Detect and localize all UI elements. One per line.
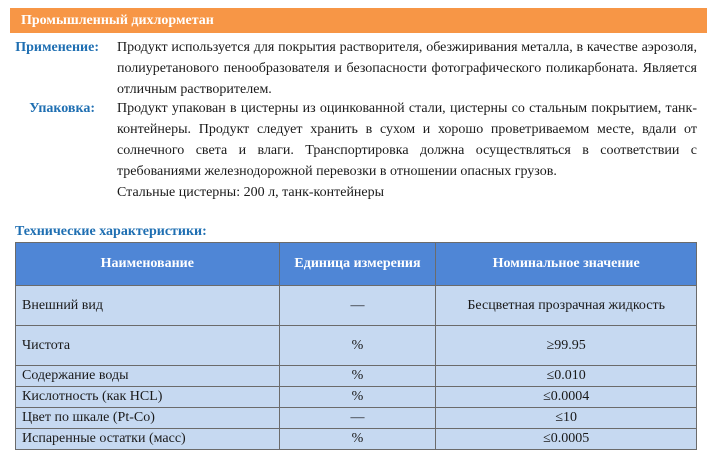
table-row [16,286,697,326]
row-unit: % [279,429,436,450]
specs-table [15,242,697,450]
application-description: Продукт используется для покрытия растворителя, обезжиривания металла, в качестве аэрозоля, полиуретанового пенообразователя и безопасности фотографического поликарбоната. Является отличным растворителем. [117,40,697,97]
packaging-description: Продукт упакован в цистерны из оцинкованной стали, цистерны со стальным покрытием, танк-контейнеры. Продукт следует хранить в сухом и хорошо проветриваемом месте, вдали от солнечного света и влаги. Транспортировка должна осуществляться в соответствии с требованиями железнодорожной перевозки в отношении опасных грузов. [117,101,697,179]
column-header-value: Номинальное значение [436,243,697,286]
packaging-note: Стальные цистерны: 200 л, танк-контейнеры [117,185,385,200]
row-value: ≤0.0004 [436,387,697,408]
row-value: Бесцветная прозрачная жидкость [436,286,697,326]
packaging-text [117,98,697,203]
row-unit: — [279,286,436,326]
application-label: Применение: [15,40,99,55]
row-value: ≤10 [436,408,697,429]
column-header-name: Наименование [16,243,280,286]
row-name: Цвет по шкале (Pt-Co) [16,408,280,429]
row-unit: % [279,366,436,387]
table-row [16,326,697,366]
specs-title: Технические характеристики: [15,224,207,239]
row-value: ≥99.95 [436,326,697,366]
table-header-row [16,243,697,286]
document-title: Промышленный дихлорметан [10,8,707,33]
row-unit: — [279,408,436,429]
row-name: Внешний вид [16,286,280,326]
row-value: ≤0.0005 [436,429,697,450]
table-row [16,387,697,408]
table-row [16,429,697,450]
table-row [16,366,697,387]
table-row [16,408,697,429]
column-header-unit: Единица измерения [279,243,436,286]
packaging-label: Упаковка: [29,101,95,116]
row-name: Чистота [16,326,280,366]
row-value: ≤0.010 [436,366,697,387]
row-name: Содержание воды [16,366,280,387]
row-name: Испаренные остатки (масс) [16,429,280,450]
row-unit: % [279,387,436,408]
row-name: Кислотность (как HCL) [16,387,280,408]
row-unit: % [279,326,436,366]
application-text [117,37,697,100]
